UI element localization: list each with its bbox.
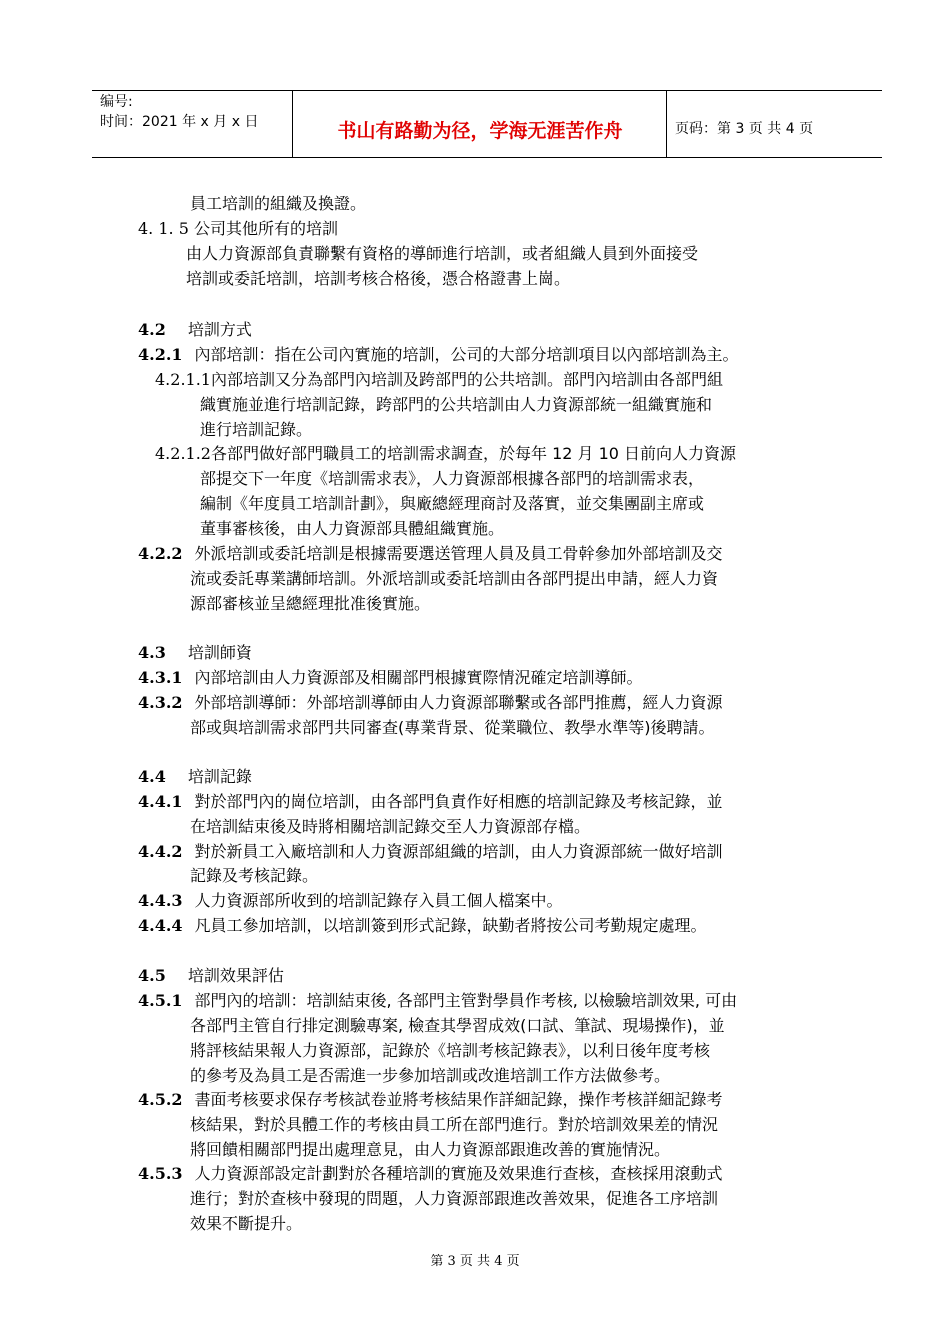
body-line bbox=[190, 1140, 670, 1160]
line-text: 內部培訓又分為部門內培訓及跨部門的公共培訓。部門內培訓由各部門組 bbox=[210, 370, 723, 389]
section-heading bbox=[138, 966, 284, 986]
body-line bbox=[190, 1214, 302, 1234]
section-number: 4.4.3 bbox=[138, 891, 183, 910]
line-text: 進行培訓記錄。 bbox=[200, 420, 313, 439]
body-line bbox=[138, 1090, 723, 1110]
body-line bbox=[190, 1066, 670, 1086]
body-line bbox=[190, 1016, 725, 1036]
line-text: 效果不斷提升。 bbox=[190, 1214, 303, 1233]
line-text: 書面考核要求保存考核試卷並將考核結果作詳細記錄，操作考核詳細記錄考 bbox=[194, 1090, 723, 1109]
line-text: 培訓方式 bbox=[187, 320, 252, 339]
line-text: 培訓記錄 bbox=[187, 767, 252, 786]
body-line bbox=[138, 668, 643, 688]
body-line bbox=[186, 269, 570, 289]
line-text: 培訓效果評估 bbox=[187, 966, 284, 985]
body-line bbox=[138, 916, 707, 936]
header-divider-1 bbox=[292, 90, 293, 158]
body-line bbox=[138, 1164, 723, 1184]
body-line bbox=[190, 569, 718, 589]
line-text: 外派培訓或委託培訓是根據需要選送管理人員及員工骨幹參加外部培訓及交 bbox=[194, 544, 723, 563]
line-text: 董事審核後，由人力資源部具體組織實施。 bbox=[200, 519, 505, 538]
line-text: 內部培訓：指在公司內實施的培訓，公司的大部分培訓項目以內部培訓為主。 bbox=[194, 345, 739, 364]
body-line bbox=[190, 718, 715, 738]
body-line bbox=[190, 194, 366, 214]
body-line bbox=[138, 544, 723, 564]
body-line bbox=[138, 991, 737, 1011]
body-line bbox=[190, 1115, 718, 1135]
header-left-cell bbox=[100, 92, 258, 132]
header-bottom-rule bbox=[92, 157, 882, 158]
line-text: 公司其他所有的培訓 bbox=[193, 219, 338, 238]
header-divider-2 bbox=[666, 90, 667, 158]
body-line bbox=[190, 817, 590, 837]
section-number: 4.2.1.2 bbox=[155, 444, 211, 463]
body-line bbox=[155, 370, 723, 390]
line-text: 流或委託專業講師培訓。外派培訓或委託培訓由各部門提出申請，經人力資 bbox=[190, 569, 719, 588]
line-text: 人力資源部所收到的培訓記錄存入員工個人檔案中。 bbox=[194, 891, 563, 910]
body-line bbox=[200, 519, 504, 539]
line-text: 進行；對於查核中發現的問題，人力資源部跟進改善效果，促進各工序培訓 bbox=[190, 1189, 719, 1208]
body-line bbox=[200, 469, 704, 489]
serial-label: 编号: bbox=[100, 94, 133, 110]
page-footer: 第 3 页 共 4 页 bbox=[430, 1254, 520, 1269]
body-line bbox=[190, 866, 318, 886]
line-text: 外部培訓導師：外部培訓導師由人力資源部聯繫或各部門推薦，經人力資源 bbox=[194, 693, 723, 712]
line-text: 在培訓結束後及時將相關培訓記錄交至人力資源部存檔。 bbox=[190, 817, 591, 836]
line-text: 各部門主管自行排定測驗專案, 檢查其學習成效(口試、筆試、現場操作)，並 bbox=[190, 1016, 725, 1035]
section-number: 4.5.1 bbox=[138, 991, 183, 1010]
line-text: 編制《年度員工培訓計劃》，與廠總經理商討及落實，並交集團副主席或 bbox=[200, 494, 705, 513]
line-text: 源部審核並呈總經理批准後實施。 bbox=[190, 594, 431, 613]
section-number: 4.4.4 bbox=[138, 916, 183, 935]
body-line bbox=[186, 244, 698, 264]
line-text: 部或與培訓需求部門共同審查(專業背景、從業職位、教學水準等)後聘請。 bbox=[190, 718, 715, 737]
body-line bbox=[190, 594, 430, 614]
body-line bbox=[138, 842, 723, 862]
section-number: 4.3.2 bbox=[138, 693, 183, 712]
section-number: 4.4 bbox=[138, 767, 166, 786]
body-line bbox=[138, 891, 563, 911]
section-number: 4.4.1 bbox=[138, 792, 183, 811]
body-line bbox=[190, 1189, 718, 1209]
section-heading bbox=[138, 643, 252, 663]
line-text: 凡員工參加培訓，以培訓簽到形式記錄，缺勤者將按公司考勤規定處理。 bbox=[194, 916, 707, 935]
body-line bbox=[138, 693, 723, 713]
body-line bbox=[200, 395, 712, 415]
body-line bbox=[190, 1041, 710, 1061]
line-text: 將評核結果報人力資源部，記錄於《培訓考核記錄表》，以利日後年度考核 bbox=[190, 1041, 711, 1060]
section-heading bbox=[138, 320, 252, 340]
section-number: 4.3 bbox=[138, 643, 166, 662]
line-text: 部提交下一年度《培訓需求表》，人力資源部根據各部門的培訓需求表， bbox=[200, 469, 705, 488]
header-page-label: 页码：第 3 页 共 4 页 bbox=[675, 121, 814, 137]
line-text: 將回饋相關部門提出處理意見，由人力資源部跟進改善的實施情況。 bbox=[190, 1140, 671, 1159]
section-number: 4.5.3 bbox=[138, 1164, 183, 1183]
section-number: 4. 1. 5 bbox=[138, 219, 189, 238]
section-number: 4.2.2 bbox=[138, 544, 183, 563]
section-number: 4.2 bbox=[138, 320, 166, 339]
line-text: 各部門做好部門職員工的培訓需求調查，於每年 12 月 10 日前向人力資源 bbox=[210, 444, 737, 463]
time-label: 时间：2021 年 x 月 x 日 bbox=[100, 114, 259, 130]
section-number: 4.3.1 bbox=[138, 668, 183, 687]
body-line bbox=[138, 219, 338, 239]
section-heading bbox=[138, 767, 252, 787]
section-number: 4.2.1.1 bbox=[155, 370, 211, 389]
line-text: 由人力資源部負責聯繫有資格的導師進行培訓，或者組織人員到外面接受 bbox=[186, 244, 699, 263]
line-text: 核結果，對於具體工作的考核由員工所在部門進行。對於培訓效果差的情況 bbox=[190, 1115, 719, 1134]
line-text: 員工培訓的組織及換證。 bbox=[190, 194, 367, 213]
body-line bbox=[200, 494, 704, 514]
line-text: 部門內的培訓：培訓結束後, 各部門主管對學員作考核, 以檢驗培訓效果, 可由 bbox=[194, 991, 738, 1010]
header-top-rule bbox=[92, 90, 882, 91]
line-text: 培訓師資 bbox=[187, 643, 252, 662]
section-number: 4.4.2 bbox=[138, 842, 183, 861]
header-motto: 书山有路勤为径，学海无涯苦作舟 bbox=[337, 120, 623, 142]
body-line bbox=[138, 345, 739, 365]
body-line bbox=[155, 444, 736, 464]
line-text: 記錄及考核記錄。 bbox=[190, 866, 319, 885]
body-line bbox=[200, 420, 312, 440]
line-text: 織實施並進行培訓記錄，跨部門的公共培訓由人力資源部統一組織實施和 bbox=[200, 395, 713, 414]
section-number: 4.5.2 bbox=[138, 1090, 183, 1109]
line-text: 人力資源部設定計劃對於各種培訓的實施及效果進行查核，查核採用滾動式 bbox=[194, 1164, 723, 1183]
line-text: 培訓或委託培訓，培訓考核合格後，憑合格證書上崗。 bbox=[186, 269, 571, 288]
line-text: 的參考及為員工是否需進一步參加培訓或改進培訓工作方法做參考。 bbox=[190, 1066, 671, 1085]
line-text: 對於部門內的崗位培訓，由各部門負責作好相應的培訓記錄及考核記錄，並 bbox=[194, 792, 723, 811]
section-number: 4.2.1 bbox=[138, 345, 183, 364]
line-text: 內部培訓由人力資源部及相關部門根據實際情況確定培訓導師。 bbox=[194, 668, 643, 687]
body-line bbox=[138, 792, 723, 812]
section-number: 4.5 bbox=[138, 966, 166, 985]
line-text: 對於新員工入廠培訓和人力資源部組織的培訓，由人力資源部統一做好培訓 bbox=[194, 842, 723, 861]
